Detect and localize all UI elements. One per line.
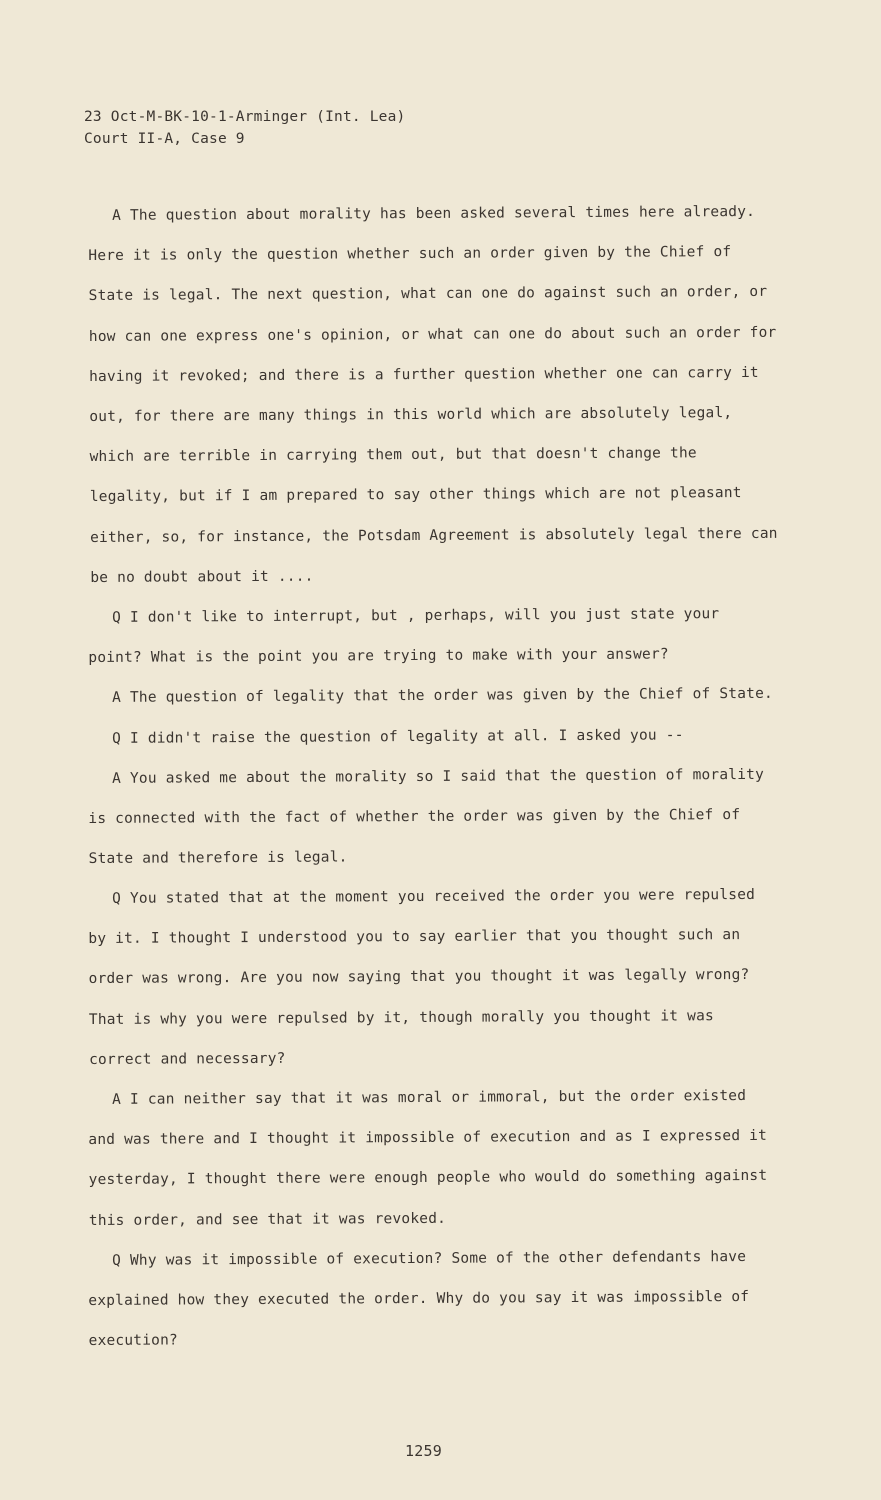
paragraph-text: A You asked me about the morality so I said that the question of morality is connected with the fact of whether the order was given by the Chief of State and therefore is legal. (88, 766, 765, 868)
paragraph-text: Q I didn't raise the question of legality at all. I asked you -- (112, 727, 684, 747)
paragraph-text: A I can neither say that it was moral or immoral, but the order existed and was there and I thought it impossible of execution and as I expressed it yesterday, I thought there were enough people who would do something against this order, and see that it was revoked. (88, 1088, 768, 1230)
paragraph-text: Q You stated that at the moment you received the order you were repulsed by it. I thought I understood you to say earlier that you thought such an order was wrong. Are you now saying that you thought it was legally wrong? That is why you were repulsed by it, though morally you thought it was correct and necessary? (88, 887, 756, 1069)
paragraph-text: A The question about morality has been asked several times here already. Here it is only the question whether such an order given by the Chief of State is legal. The next question, what can one do against such an order, or how can one express one's opinion, or what can one do about such an order for having it revoked; and there is a further question whether one can carry it out, for there are many things in this world which are absolutely legal, which are terrible in carrying them out, but that doesn't change the legality, but if I am prepared to say other things which are not pleasant either, so, for instance, the Potsdam Agreement is absolutely legal there can be no doubt about it .... (88, 203, 778, 586)
paragraph-text: A The question of legality that the order was given by the Chief of State. (112, 686, 773, 707)
transcript-paragraph (88, 714, 778, 758)
paragraph-text: Q Why was it impossible of execution? Some of the other defendants have explained how they executed the order. Why do you say it was impossible of execution? (88, 1249, 750, 1350)
transcript-paragraph (88, 594, 778, 679)
transcript-paragraph (88, 1076, 779, 1241)
paragraph-text: Q I don't like to interrupt, but , perhaps, will you just state your point? What is the point you are trying to make with your answer? (88, 606, 720, 667)
transcript-paragraph (88, 1237, 779, 1362)
header-reference-line: 23 Oct-M-BK-10-1-Arminger (Int. Lea) (84, 109, 406, 125)
transcript-body (88, 196, 778, 1362)
transcript-paragraph (88, 755, 779, 880)
page-number: 1259 (405, 1442, 442, 1460)
transcript-paragraph (88, 192, 780, 598)
header-court-line: Court II-A, Case 9 (84, 131, 245, 147)
transcript-paragraph (88, 875, 779, 1080)
document-header (84, 106, 405, 150)
transcript-paragraph (88, 674, 778, 718)
